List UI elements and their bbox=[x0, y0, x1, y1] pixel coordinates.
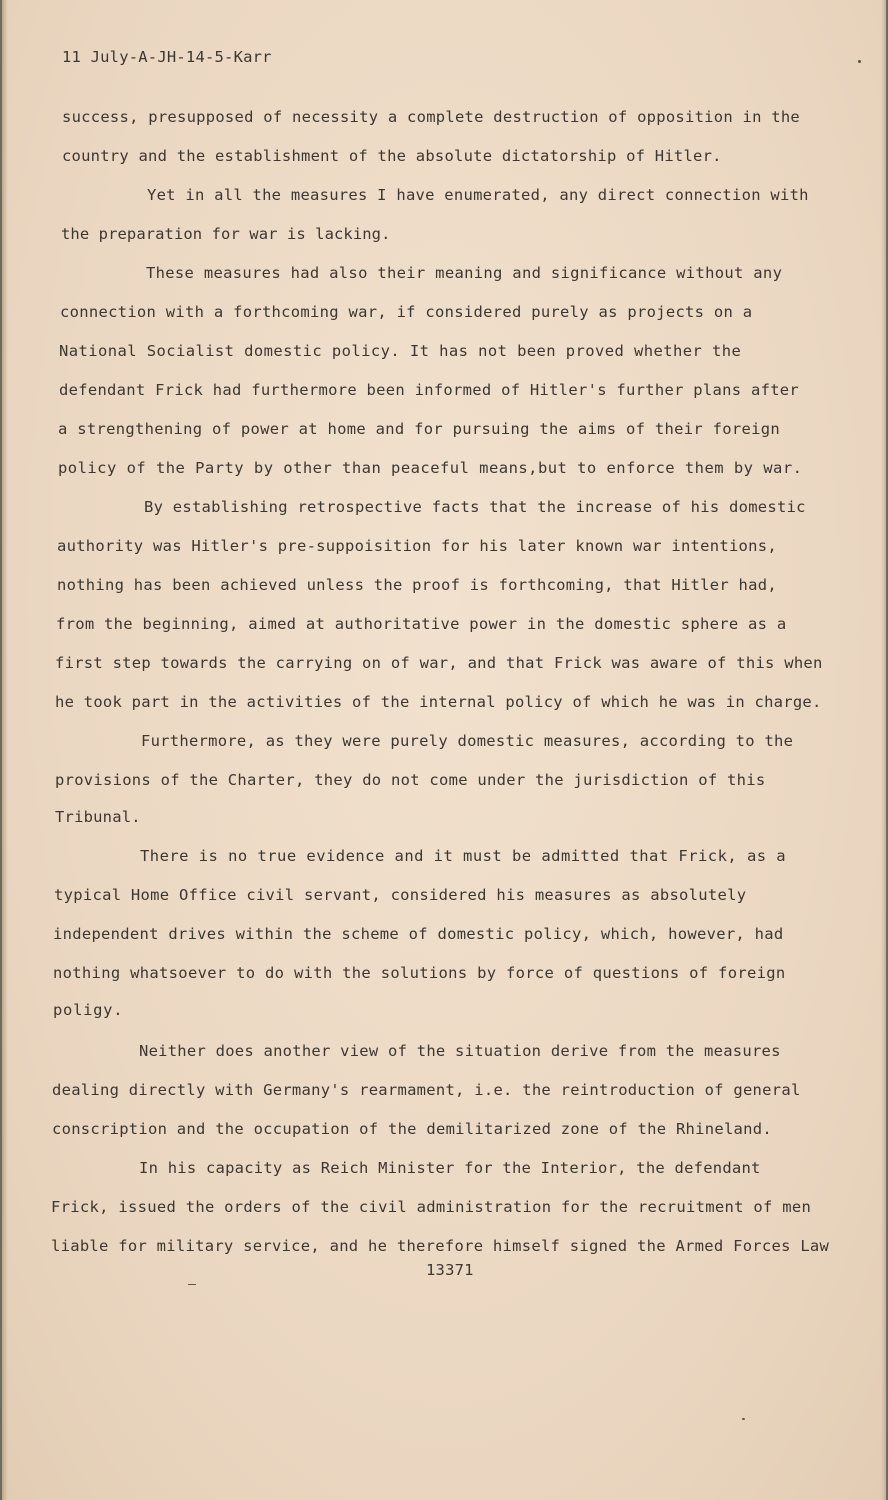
paper-speck bbox=[188, 1284, 196, 1285]
page-number: 13371 bbox=[426, 1261, 474, 1279]
text-line-12: authority was Hitler's pre-suppoisition for his later known war intentions, bbox=[57, 537, 777, 555]
text-line-18: provisions of the Charter, they do not come under the jurisdiction of this bbox=[55, 771, 766, 789]
text-line-16: he took part in the activities of the internal policy of which he was in charge. bbox=[55, 693, 822, 711]
text-line-30: liable for military service, and he therefore himself signed the Armed Forces Law bbox=[51, 1237, 830, 1255]
text-line-29: Frick, issued the orders of the civil administration for the recruitment of men bbox=[51, 1198, 812, 1216]
text-line-9: a strengthening of power at home and for pursuing the aims of their foreign bbox=[58, 420, 780, 438]
text-line-7: National Socialist domestic policy. It has not been proved whether the bbox=[59, 342, 742, 360]
text-line-1: success, presupposed of necessity a complete destruction of opposition in the bbox=[62, 108, 800, 126]
text-line-11: By establishing retrospective facts that the increase of his domestic bbox=[144, 498, 806, 516]
text-line-20: There is no true evidence and it must be admitted that Frick, as a bbox=[140, 847, 787, 865]
text-line-15: first step towards the carrying on of war, and that Frick was aware of this when bbox=[55, 654, 823, 672]
text-line-14: from the beginning, aimed at authoritative power in the domestic sphere as a bbox=[56, 615, 787, 633]
text-line-27: conscription and the occupation of the demilitarized zone of the Rhineland. bbox=[52, 1120, 772, 1138]
text-line-22: independent drives within the scheme of domestic policy, which, however, had bbox=[53, 925, 784, 943]
paper-speck bbox=[742, 1418, 745, 1420]
text-line-21: typical Home Office civil servant, considered his measures as absolutely bbox=[54, 886, 747, 904]
text-line-6: connection with a forthcoming war, if considered purely as projects on a bbox=[60, 303, 753, 321]
text-line-8: defendant Frick had furthermore been informed of Hitler's further plans after bbox=[59, 381, 800, 399]
text-line-4: the preparation for war is lacking. bbox=[61, 225, 391, 243]
page-left-edge bbox=[2, 0, 8, 1500]
paper-speck bbox=[858, 60, 861, 63]
text-line-23: nothing whatsoever to do with the solutions by force of questions of foreign bbox=[53, 964, 786, 982]
page-right-edge bbox=[881, 0, 886, 1500]
text-line-25: Neither does another view of the situation derive from the measures bbox=[139, 1042, 781, 1060]
text-line-24: poligy. bbox=[53, 1001, 124, 1019]
document-page bbox=[2, 0, 886, 1500]
text-line-28: In his capacity as Reich Minister for the Interior, the defendant bbox=[139, 1159, 761, 1177]
text-line-13: nothing has been achieved unless the proof is forthcoming, that Hitler had, bbox=[57, 576, 777, 594]
text-line-19: Tribunal. bbox=[55, 808, 141, 826]
text-line-2: country and the establishment of the absolute dictatorship of Hitler. bbox=[62, 147, 722, 165]
page-header: 11 July-A-JH-14-5-Karr bbox=[62, 48, 272, 66]
text-line-17: Furthermore, as they were purely domestic measures, according to the bbox=[141, 732, 794, 750]
text-line-3: Yet in all the measures I have enumerated, any direct connection with bbox=[147, 186, 809, 204]
text-line-10: policy of the Party by other than peaceful means,but to enforce them by war. bbox=[58, 459, 803, 477]
text-line-26: dealing directly with Germany's rearmament, i.e. the reintroduction of general bbox=[52, 1081, 801, 1099]
text-line-5: These measures had also their meaning and significance without any bbox=[146, 264, 783, 282]
